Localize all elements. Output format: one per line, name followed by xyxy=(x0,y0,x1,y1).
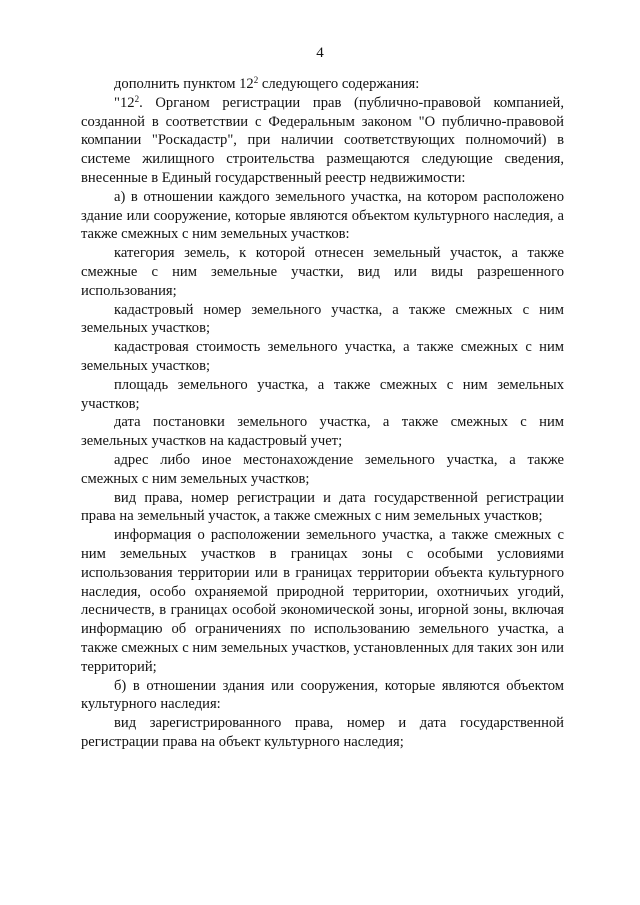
paragraph-area: площадь земельного участка, а также смежных с ним земельных участков; xyxy=(81,376,564,412)
paragraph-intro xyxy=(81,75,564,94)
paragraph-intro-pre: дополнить пунктом 12 xyxy=(114,76,254,92)
paragraph-clause-pre: "12 xyxy=(114,94,135,111)
paragraph-intro-post: следующего содержания: xyxy=(258,76,420,92)
paragraph-intro-sup: 2 xyxy=(253,75,259,85)
paragraph-item-b: б) в отношении здания или сооружения, которые являются объектом культурного наследия: xyxy=(81,677,564,713)
paragraph-clause-sup: 2 xyxy=(134,93,140,104)
page-number: 4 xyxy=(316,45,324,61)
paragraph-clause-post: . Органом регистрации прав (публично-правовой компанией, созданной в соответствии с Федеральным законом "О публично-правовой компании "Роскадастр", при наличии соответствующих полномочий) в системе жилищного строительства размещаются следующие сведения, внесенные в Единый государственный реестр недвижимости: xyxy=(81,94,564,186)
paragraph-item-a: а) в отношении каждого земельного участка, на котором расположено здание или сооружение, которые являются объектом культурного наследия, а также смежных с ним земельных участков: xyxy=(81,188,564,243)
paragraph-address: адрес либо иное местонахождение земельного участка, а также смежных с ним земельных участков; xyxy=(81,451,564,487)
paragraph-cadastral-number: кадастровый номер земельного участка, а также смежных с ним земельных участков; xyxy=(81,301,564,337)
paragraph-registered-right: вид зарегистрированного права, номер и дата государственной регистрации права на объект культурного наследия; xyxy=(81,715,564,750)
paragraph-zone-info: информация о расположении земельного участка, а также смежных с ним земельных участков в границах зоны с особыми условиями использования территории или в границах территории объекта культурного наследия, особо охраняемой природной территории, охотничьих угодий, лесничеств, в границах особой экономической зоны, игорной зоны, включая информацию об ограничениях по использованию земельного участка, а также смежных с ним земельных участков, установленных для таких зон или территорий; xyxy=(81,527,564,675)
paragraph-right-type: вид права, номер регистрации и дата государственной регистрации права на земельный участок, а также смежных с ним земельных участков; xyxy=(81,489,564,525)
paragraph-cadastral-value: кадастровая стоимость земельного участка, а также смежных с ним земельных участков; xyxy=(81,339,564,374)
paragraph-land-category: категория земель, к которой отнесен земельный участок, а также смежные с ним земельные участки, вид или виды разрешенного использования; xyxy=(81,245,564,299)
document-body xyxy=(81,75,564,752)
paragraph-registration-date: дата постановки земельного участка, а также смежных с ним земельных участков на кадастровый учет; xyxy=(81,414,564,450)
paragraph-clause-12-2 xyxy=(81,94,564,188)
